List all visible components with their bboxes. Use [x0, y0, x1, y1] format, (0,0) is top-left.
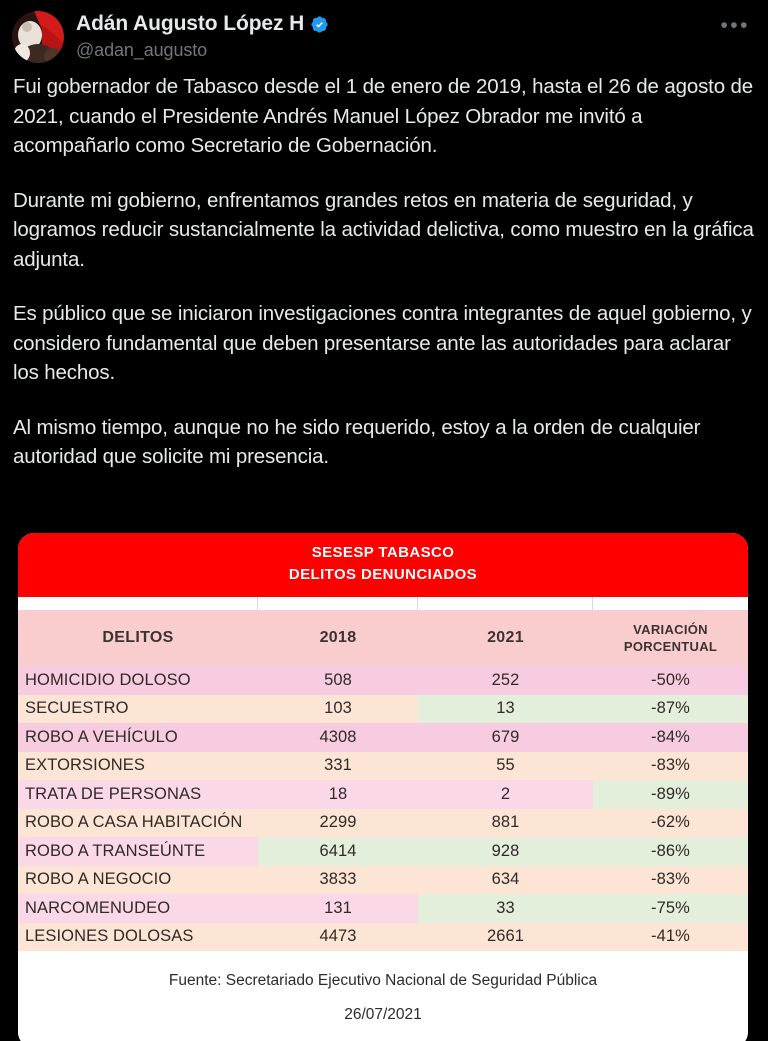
delitos-table: [18, 610, 748, 951]
cell-2018: 4473: [258, 923, 418, 952]
table-subtitle: DELITOS DENUNCIADOS: [288, 566, 478, 583]
table-source: Fuente: Secretariado Ejecutivo Nacional de Seguridad Pública: [168, 972, 598, 989]
table-header-row: [18, 610, 748, 666]
cell-2018: 103: [258, 695, 418, 724]
cell-variacion: -41%: [593, 923, 748, 952]
table-row: [18, 695, 748, 724]
account-identity: [76, 9, 720, 61]
cell-variacion: -83%: [593, 752, 748, 781]
cell-variacion: -50%: [593, 666, 748, 695]
cell-delito: ROBO A NEGOCIO: [18, 866, 258, 895]
account-handle[interactable]: @adan_augusto: [76, 40, 208, 61]
variacion-line2: PORCENTUAL: [623, 639, 718, 654]
table-row: [18, 894, 748, 923]
cell-variacion: -75%: [593, 894, 748, 923]
cell-2021: 928: [418, 837, 593, 866]
cell-delito: ROBO A CASA HABITACIÓN: [18, 809, 258, 838]
cell-2021: 13: [418, 695, 593, 724]
cell-variacion: -86%: [593, 837, 748, 866]
divider-seg: [418, 597, 593, 610]
table-row: [18, 723, 748, 752]
cell-2018: 3833: [258, 866, 418, 895]
table-row: [18, 923, 748, 952]
cell-2018: 508: [258, 666, 418, 695]
col-header-2018: 2018: [258, 610, 418, 666]
cell-2021: 881: [418, 809, 593, 838]
cell-2021: 679: [418, 723, 593, 752]
cell-variacion: -62%: [593, 809, 748, 838]
cell-delito: LESIONES DOLOSAS: [18, 923, 258, 952]
cell-variacion: -89%: [593, 780, 748, 809]
col-header-variacion: [593, 610, 748, 666]
divider-seg: [593, 597, 748, 610]
table-column-divider-strip: [18, 597, 748, 610]
cell-2021: 634: [418, 866, 593, 895]
tweet-header: [0, 0, 768, 72]
cell-2018: 4308: [258, 723, 418, 752]
cell-2021: 252: [418, 666, 593, 695]
display-name[interactable]: Adán Augusto López H: [76, 12, 305, 35]
table-title: SESESP TABASCO: [311, 544, 455, 561]
col-header-delitos: DELITOS: [18, 610, 258, 666]
cell-delito: HOMICIDIO DOLOSO: [18, 666, 258, 695]
table-row: [18, 780, 748, 809]
cell-delito: TRATA DE PERSONAS: [18, 780, 258, 809]
tweet-text: [0, 72, 768, 472]
cell-2018: 331: [258, 752, 418, 781]
cell-2021: 55: [418, 752, 593, 781]
cell-2018: 2299: [258, 809, 418, 838]
table-row: [18, 752, 748, 781]
tweet-paragraph: Es público que se iniciaron investigaciones contra integrantes de aquel gobierno, y considero fundamental que deben presentarse ante las autoridades para aclarar los hechos.: [13, 302, 752, 384]
cell-delito: ROBO A TRANSEÚNTE: [18, 837, 258, 866]
divider-seg: [18, 597, 258, 610]
tweet-paragraph: Al mismo tiempo, aunque no he sido requerido, estoy a la orden de cualquier autoridad que solicite mi presencia.: [13, 415, 701, 468]
variacion-line1: VARIACIÓN: [633, 622, 708, 637]
cell-delito: ROBO A VEHÍCULO: [18, 723, 258, 752]
cell-2018: 131: [258, 894, 418, 923]
table-row: [18, 866, 748, 895]
col-header-2021: 2021: [418, 610, 593, 666]
cell-variacion: -87%: [593, 695, 748, 724]
cell-variacion: -84%: [593, 723, 748, 752]
cell-2021: 33: [418, 894, 593, 923]
cell-2021: 2661: [418, 923, 593, 952]
table-footer: [18, 951, 748, 1041]
more-options-icon[interactable]: •••: [720, 14, 750, 37]
table-row: [18, 809, 748, 838]
verified-badge-icon: [310, 15, 329, 34]
cell-variacion: -83%: [593, 866, 748, 895]
table-title-banner: [18, 533, 748, 597]
table-row: [18, 837, 748, 866]
profile-avatar-photo: [12, 11, 64, 63]
cell-delito: EXTORSIONES: [18, 752, 258, 781]
tweet-paragraph: Durante mi gobierno, enfrentamos grandes retos en materia de seguridad, y logramos reducir sustancialmente la actividad delictiva, como muestro en la gráfica adjunta.: [13, 188, 754, 271]
table-date: 26/07/2021: [344, 1006, 422, 1023]
divider-seg: [258, 597, 418, 610]
table-row: [18, 666, 748, 695]
cell-delito: NARCOMENUDEO: [18, 894, 258, 923]
cell-2018: 18: [258, 780, 418, 809]
attached-table-image[interactable]: [18, 533, 748, 1041]
tweet-paragraph: Fui gobernador de Tabasco desde el 1 de enero de 2019, hasta el 26 de agosto de 2021, cuando el Presidente Andrés Manuel López Obrador me invitó a acompañarlo como Secretario de Gobernación.: [13, 75, 754, 157]
avatar[interactable]: [12, 11, 64, 63]
cell-delito: SECUESTRO: [18, 695, 258, 724]
cell-2018: 6414: [258, 837, 418, 866]
name-row: [76, 12, 720, 36]
cell-2021: 2: [418, 780, 593, 809]
